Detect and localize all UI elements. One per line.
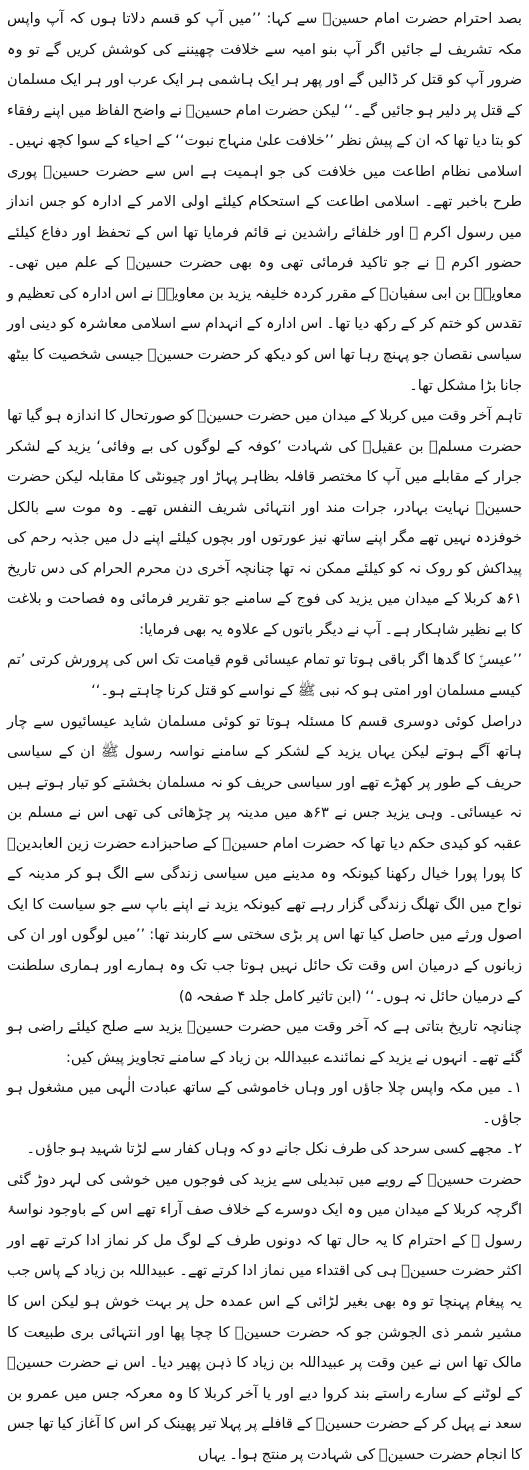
paragraph-4: دراصل کوئی دوسری قسم کا مسئلہ ہوتا تو کوئی مسلمان شاید عیسائیوں سے چار ہاتھ آگے ہوتے لیکن یہاں یزید کے لشکر کے سامنے نواسہ رسول ﷺ ان کے سیاسی حریف کے طور پر کھڑے تھے اور سیاسی حریف کو نہ مسلمان بخشتے کو تیار ہوتے ہیں نہ عیسائی۔ وہی یزید جس نے ۶۳ھ میں مدینہ پر چڑھائی کی تھی اس نے مسلم بن عقبہ کو کیدی حکم دیا تھا کہ حضرت امام حسینؓ کے صاحبزادے حضرت زین العابدینؓ کا پورا پورا خیال رکھنا کیونکہ وہ مدینے میں سیاسی زندگی سے الگ ہو کر مدینہ کے نواح میں الگ تھلگ زندگی گزار رہے تھے کیونکہ یزید نے اپنے باپ سے جو سیاست کا ایک اصول ورثے میں حاصل کیا تھا اس پر بڑی سختی سے کاربند تھا: ’’میں لوگوں اور ان کی زبانوں کے درمیان اس وقت تک حائل نہیں ہوتا جب تک وہ ہمارے اور ہماری سلطنت کے درمیان حائل نہ ہوں۔‘‘ (ابن تاثیر کامل جلد ۴ صفحہ ۵) bbox=[7, 712, 522, 1005]
paragraph-5: چنانچہ تاریخ بتاتی ہے کہ آخر وقت میں حضرت حسینؓ یزید سے صلح کیلئے راضی ہو گئے تھے۔ انہوں نے یزید کے نمائندے عبیداللہ بن زیاد کے سامنے تجاویز پیش کیں: bbox=[7, 1018, 522, 1066]
paragraph-1: بصد احترام حضرت امام حسینؓ سے کہا: ’’میں آپ کو قسم دلاتا ہوں کہ آپ واپس مکہ تشریف لے جائیں اگر آپ بنو امیہ سے خلافت چھیننے کی کوشش کریں گے تو وہ ضرور آپ کو قتل کر ڈالیں گے اور پھر ہر ایک ہاشمی ہر ایک عرب اور ہر ایک مسلمان کے قتل پر دلیر ہو جائیں گے۔‘‘ لیکن حضرت امام حسینؓ نے واضح الفاظ میں اپنے رفقاء کو بتا دیا تھا کہ ان کے پیش نظر ’’خلافت علیٰ منہاج نبوت‘‘ کے احیاء کے سوا کچھ نہیں۔ اسلامی نظام اطاعت میں خلافت کی جو اہمیت ہے اس سے حضرت حسینؓ پوری طرح باخبر تھے۔ اسلامی اطاعت کے استحکام کیلئے اولی الامر کے ادارہ کو جس انداز میں رسول اکرم ﷺ اور خلفائے راشدین نے قائم فرمایا تھا اس کے تحفظ اور دفاع کیلئے حضور اکرم ﷺ نے جو تاکید فرمائی تھی وہ بھی حضرت حسینؓ کے علم میں تھی۔ معاویہؓ بن ابی سفیانؓ کے مقرر کردہ خلیفہ یزید بن معاویہؓ نے اس ادارہ کی تعظیم و تقدس کو ختم کر کے رکھ دیا تھا۔ اس ادارہ کے انہدام سے اسلامی معاشرہ کو دینی اور سیاسی نقصان جو پہنچ رہا تھا اس کو دیکھ کر حضرت حسینؓ جیسی شخصیت کا بیٹھ جانا بڑا مشکل تھا۔ bbox=[7, 10, 522, 394]
proposals-list bbox=[7, 1073, 522, 1165]
closing-paragraph: حضرت حسینؓ کے رویے میں تبدیلی سے یزید کی فوجوں میں خوشی کی لہر دوڑ گئی اگرچہ کربلا کے میدان میں وہ ایک دوسرے کے خلاف صف آراء تھے اس کے باوجود نواسۂ رسول ﷺ کے احترام کا یہ حال تھا کہ دونوں طرف کے لوگ مل کر نماز ادا کرتے تھے اور اکثر حضرت حسینؓ ہی کی اقتداء میں نماز ادا کرتے تھے۔ عبیداللہ بن زیاد کے پاس جب یہ پیغام پہنچا تو وہ بھی بغیر لڑائی کے اس عمدہ حل پر بہت خوش ہو لیکن اس کا مشیر شمر ذی الجوشن جو کہ حضرت حسینؓ کا چچا پھا اور انتہائی بری طبیعت کا مالک تھا اس نے عین وقت پر عبیداللہ بن زیاد کا ذہن پھیر دیا۔ اس نے حضرت حسینؓ کے لوٹنے کے سارے راستے بند کروا دیے اور یا آخر کربلا کا وہ معرکہ جس میں عمرو بن سعد نے پہل کر کے حضرت حسینؓ کے قافلے پر پہلا تیر پھینک کر اس کا آغاز کیا تھا جس کا انجام حضرت حسینؓ کی شہادت پر منتج ہوا۔ یہاں bbox=[7, 1170, 522, 1463]
paragraph-2: تاہم آخر وقت میں کربلا کے میدان میں حضرت حسینؓ کو صورتحال کا اندازہ ہو گیا تھا حضرت مسلمؓ بن عقیلؓ کی شہادت ’کوفہ کے لوگوں کی بے وفائی‘ یزید کے لشکر جرار کے مقابلے میں آپ کا مختصر قافلہ بظاہر پہاڑ اور چیونٹی کا مقابلہ لیکن حضرت حسینؓ نہایت بہادر، جرات مند اور انتہائی شریف النفس تھے۔ وہ موت سے بالکل خوفزدہ نہیں تھے مگر اپنے ساتھ نیز عورتوں اور بچوں کیلئے اپنے دل میں جذبہ رحم کی پیداکش کو روک نہ کو کیلئے ممکن نہ تھا چنانچہ آخری دن محرم الحرام کی دس تاریخ ۶۱ھ کربلا کے میدان میں یزید کی فوج کے سامنے جو تقریر فرمائی وہ فصاحت و بلاغت کا بے نظیر شاہکار ہے۔ آپ نے دیگر باتوں کے علاوہ یہ بھی فرمایا: bbox=[7, 407, 522, 638]
proposal-item-1: ۱۔ میں مکہ واپس چلا جاؤں اور وہاں خاموشی کے ساتھ عبادت الٰہی میں مشغول ہو جاؤں۔ bbox=[7, 1079, 522, 1127]
proposal-item-2: ۲۔ مجھے کسی سرحد کی طرف نکل جانے دو کہ وہاں کفار سے لڑتا شہید ہو جاؤں۔ bbox=[26, 1140, 522, 1158]
quote-paragraph: ’’عیسیٰؑ کا گدھا اگر باقی ہوتا تو تمام عیسائی قوم قیامت تک اس کی پرورش کرتی ’تم کیسے مسلمان اور امتی ہو کہ نبی ﷺ کے نواسے کو قتل کرنا چاہتے ہو۔‘‘ bbox=[7, 651, 522, 700]
